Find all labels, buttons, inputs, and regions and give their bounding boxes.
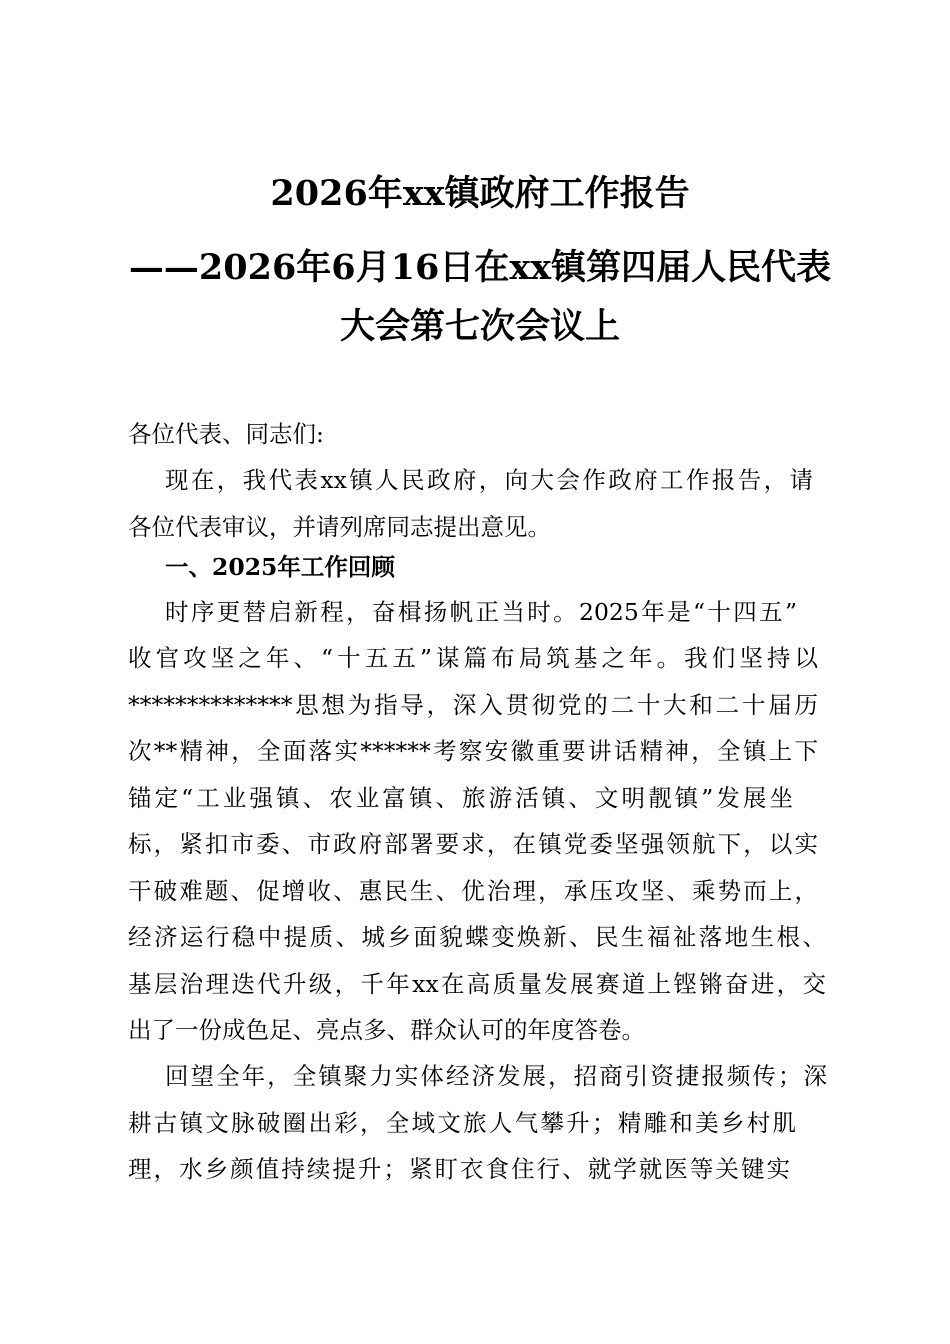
paragraph-1-line-1: 时序更替启新程，奋楫扬帆正当时。2025年是“十四五” — [165, 598, 797, 626]
intro-line-2: 各位代表审议，并请列席同志提出意见。 — [128, 513, 551, 541]
report-subtitle-line-2: 大会第七次会议上 — [339, 306, 620, 347]
paragraph-2-line-3: 理，水乡颜值持续提升；紧盯衣食住行、就学就医等关键实 — [128, 1155, 790, 1183]
report-title: 2026年xx镇政府工作报告 — [270, 173, 690, 214]
paragraph-1-line-9: 基层治理迭代升级，千年xx在高质量发展赛道上铿锵奋进，交 — [128, 970, 826, 998]
paragraph-1-line-10: 出了一份成色足、亮点多、群众认可的年度答卷。 — [128, 1016, 645, 1044]
section-heading: 一、2025年工作回顾 — [165, 553, 395, 581]
paragraph-1-line-8: 经济运行稳中提质、城乡面貌蝶变焕新、民生福祉落地生根、 — [128, 923, 826, 951]
report-subtitle-line-1: ——2026年6月16日在xx镇第四届人民代表 — [128, 247, 832, 288]
paragraph-1-line-7: 干破难题、促增收、惠民生、优治理，承压攻坚、乘势而上， — [128, 877, 818, 905]
paragraph-2-line-2: 耕古镇文脉破圈出彩，全域文旅人气攀升；精雕和美乡村肌 — [128, 1109, 796, 1137]
paragraph-1-line-3: **************思想为指导，深入贯彻党的二十大和二十届历 — [128, 691, 818, 719]
paragraph-2-line-1: 回望全年，全镇聚力实体经济发展，招商引资捷报频传；深 — [165, 1062, 827, 1090]
intro-line-1: 现在，我代表xx镇人民政府，向大会作政府工作报告，请 — [165, 466, 813, 494]
paragraph-1-line-6: 标，紧扣市委、市政府部署要求，在镇党委坚强领航下，以实 — [128, 830, 818, 858]
paragraph-1-line-4: 次**精神，全面落实******考察安徽重要讲话精神，全镇上下 — [128, 737, 818, 765]
paragraph-1-line-2: 收官攻坚之年、“十五五”谋篇布局筑基之年。我们坚持以 — [128, 644, 818, 672]
salutation: 各位代表、同志们: — [128, 420, 324, 448]
paragraph-1-line-5: 锚定“工业强镇、农业富镇、旅游活镇、文明靓镇”发展坐 — [128, 784, 793, 812]
